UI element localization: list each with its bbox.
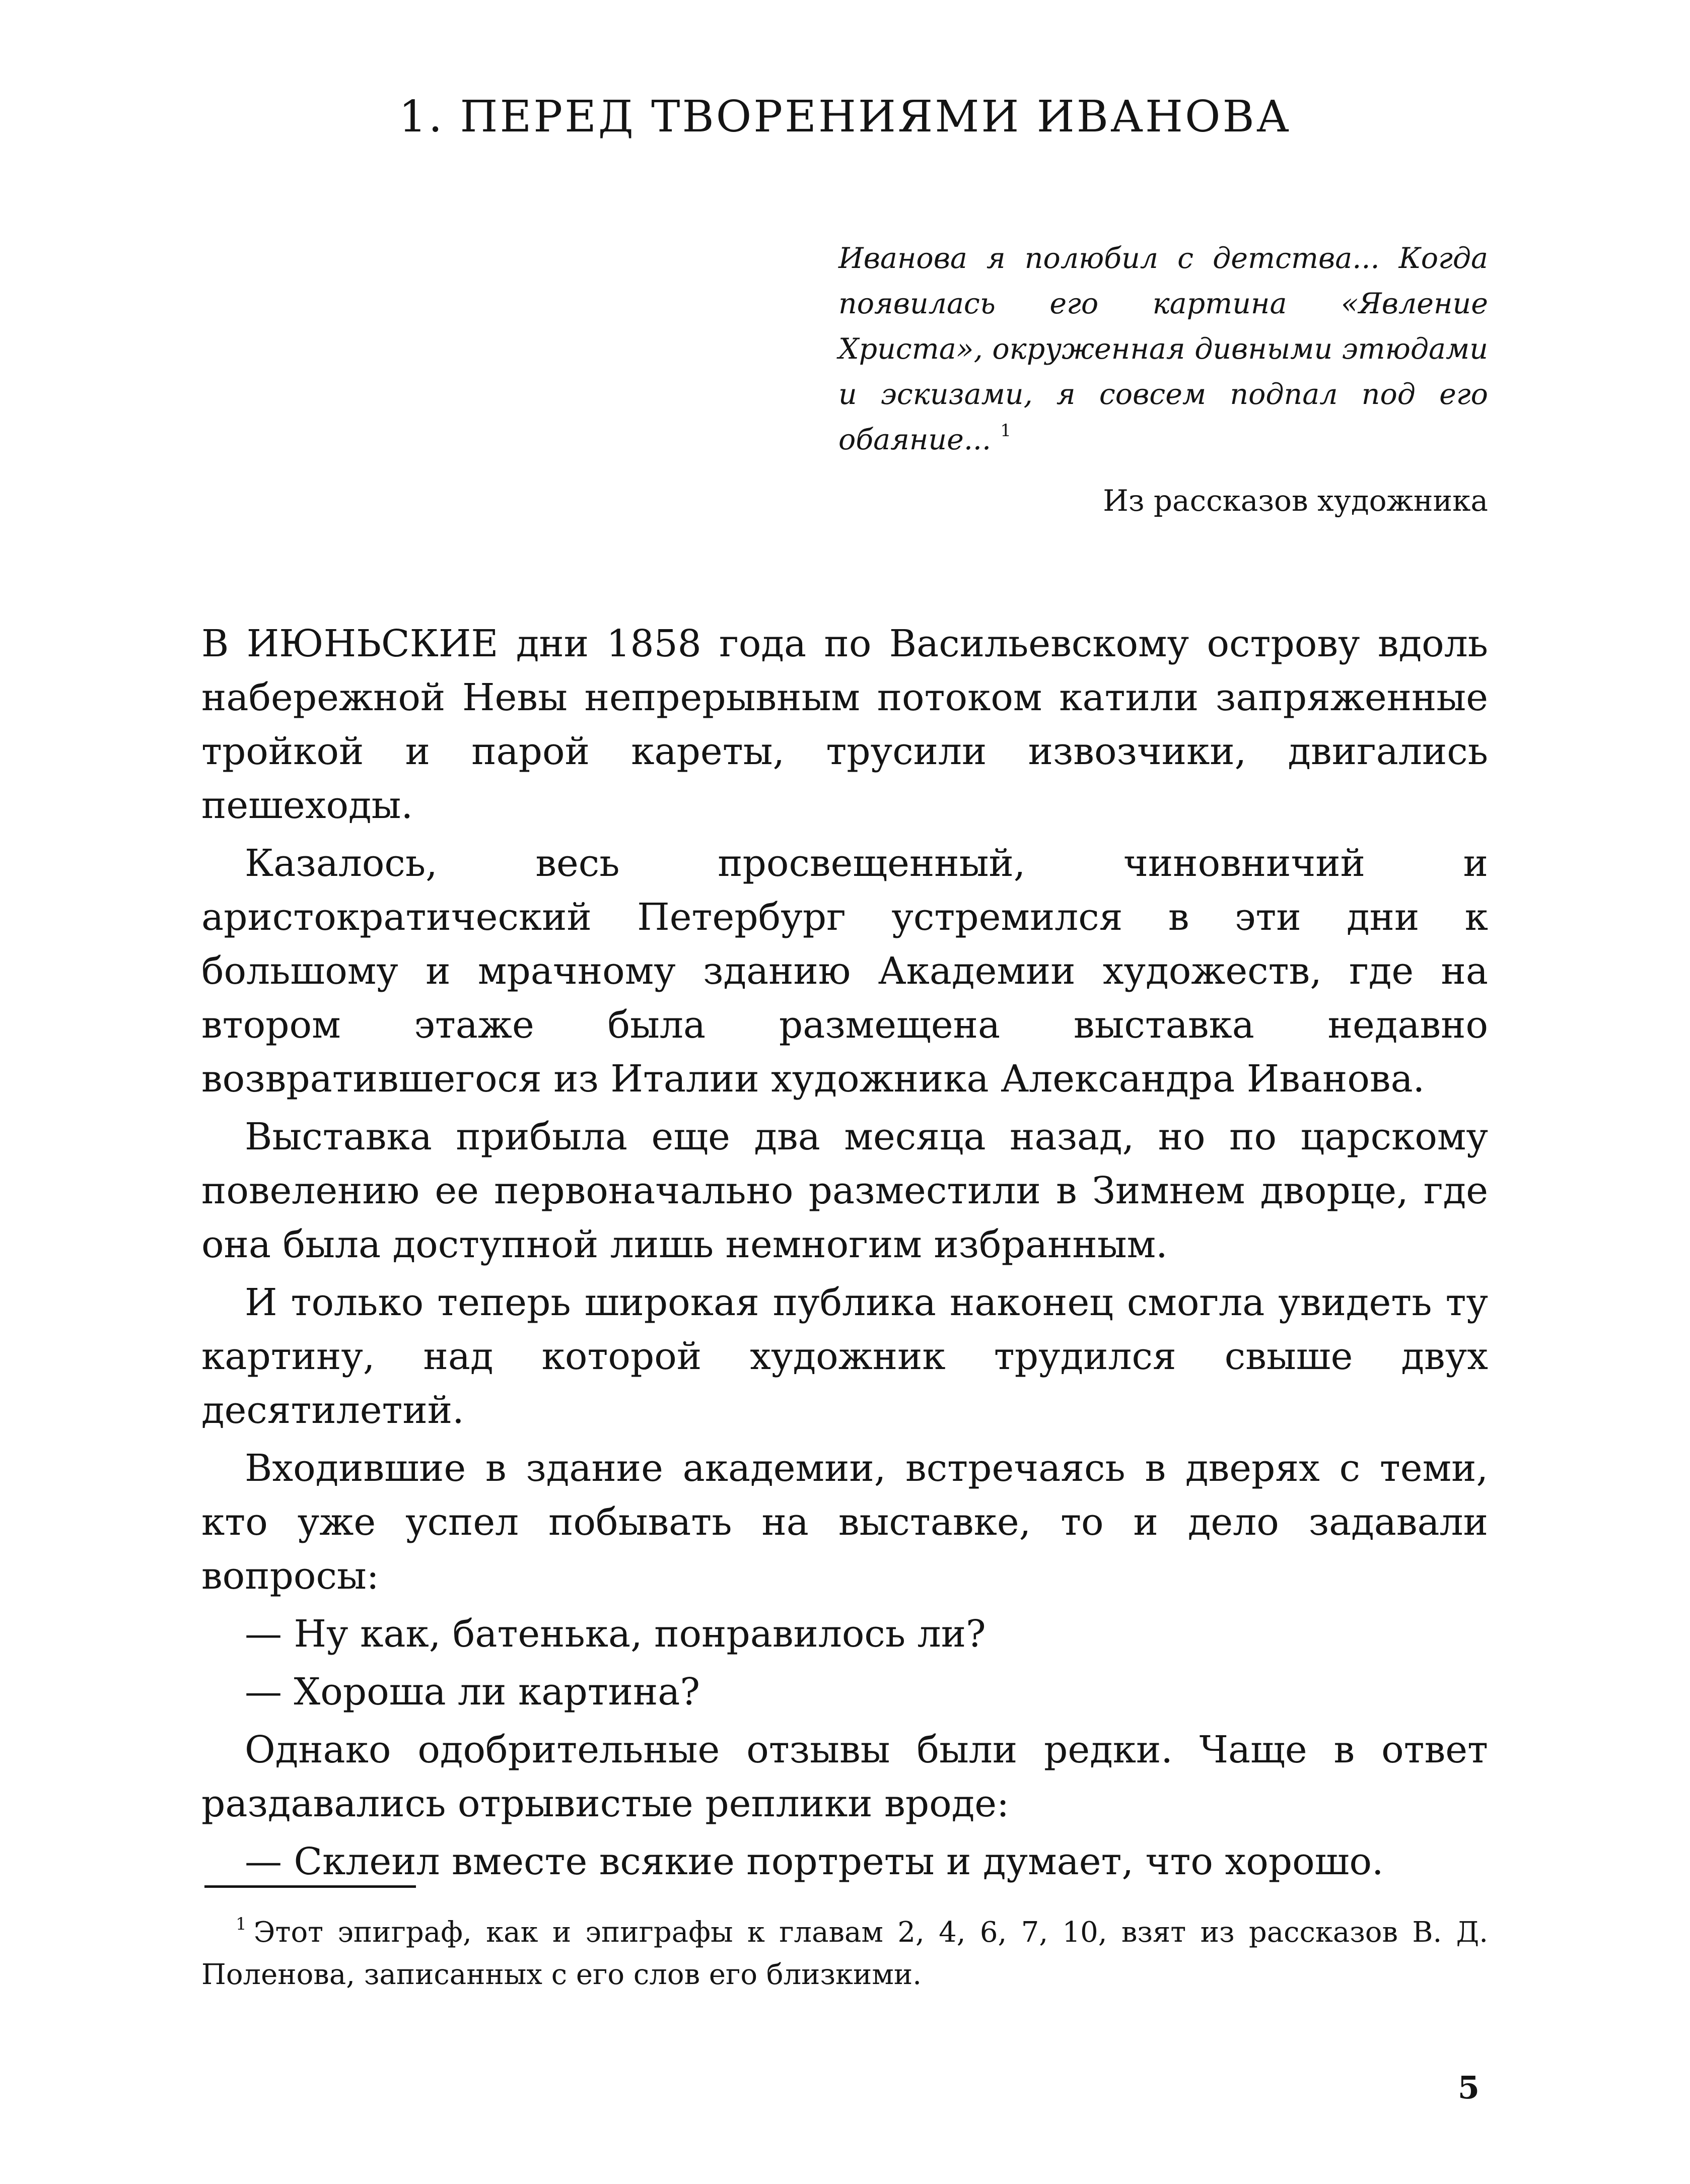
epigraph (838, 236, 1488, 521)
body-paragraph: Входившие в здание академии, встречаясь в дверях с теми, кто уже успел побывать на выставке, то и дело задавали вопросы: (201, 1447, 1488, 1598)
body-text (201, 617, 1488, 1893)
dialogue-line: — Хороша ли картина? (245, 1670, 700, 1714)
dialogue-line: — Ну как, батенька, понравилось ли? (245, 1612, 986, 1656)
epigraph-footnote-mark: 1 (1000, 421, 1011, 441)
epigraph-quote (838, 236, 1488, 462)
dialogue-line: — Склеил вместе всякие портреты и думает, что хорошо. (245, 1840, 1384, 1883)
body-paragraph: Однако одобрительные отзывы были редки. Чаще в ответ раздавались отрывистые реплики вроде: (201, 1728, 1488, 1825)
chapter-title: 1. ПЕРЕД ТВОРЕНИЯМИ ИВАНОВА (399, 92, 1291, 142)
footnote-mark: 1 (236, 1914, 247, 1934)
body-paragraph: В ИЮНЬСКИЕ дни 1858 года по Васильевскому острову вдоль набережной Невы непрерывным потоком катили запряженные тройкой и парой кареты, трусили извозчики, двигались пешеходы. (201, 622, 1488, 827)
body-paragraph: Казалось, весь просвещенный, чиновничий и аристократический Петербург устремился в эти дни к большому и мрачному зданию Академии художеств, где на втором этаже была размещена выставка недавно возвратившегося из Италии художника Александра Иванова. (201, 842, 1488, 1101)
body-paragraph: Выставка прибыла еще два месяца назад, но по царскому повелению ее первоначально разместили в Зимнем дворце, где она была доступной лишь немногим избранным. (201, 1115, 1488, 1266)
page-number: 5 (1457, 2069, 1480, 2106)
body-paragraph: И только теперь широкая публика наконец смогла увидеть ту картину, над которой художник трудился свыше двух десятилетий. (201, 1281, 1488, 1432)
footnote (201, 1912, 1488, 1996)
footnote-divider (204, 1885, 416, 1888)
footnote-text: Этот эпиграф, как и эпиграфы к главам 2, 4, 6, 7, 10, взят из рассказов В. Д. Поленова, записанных с его слов его близкими. (201, 1916, 1488, 1991)
epigraph-source: Из рассказов художника (1103, 484, 1488, 518)
epigraph-quote-text: Иванова я полюбил с детства... Когда появилась его картина «Явление Христа», окруженная дивными этюдами и эскизами, я совсем подпал под его обаяние... (838, 242, 1488, 456)
